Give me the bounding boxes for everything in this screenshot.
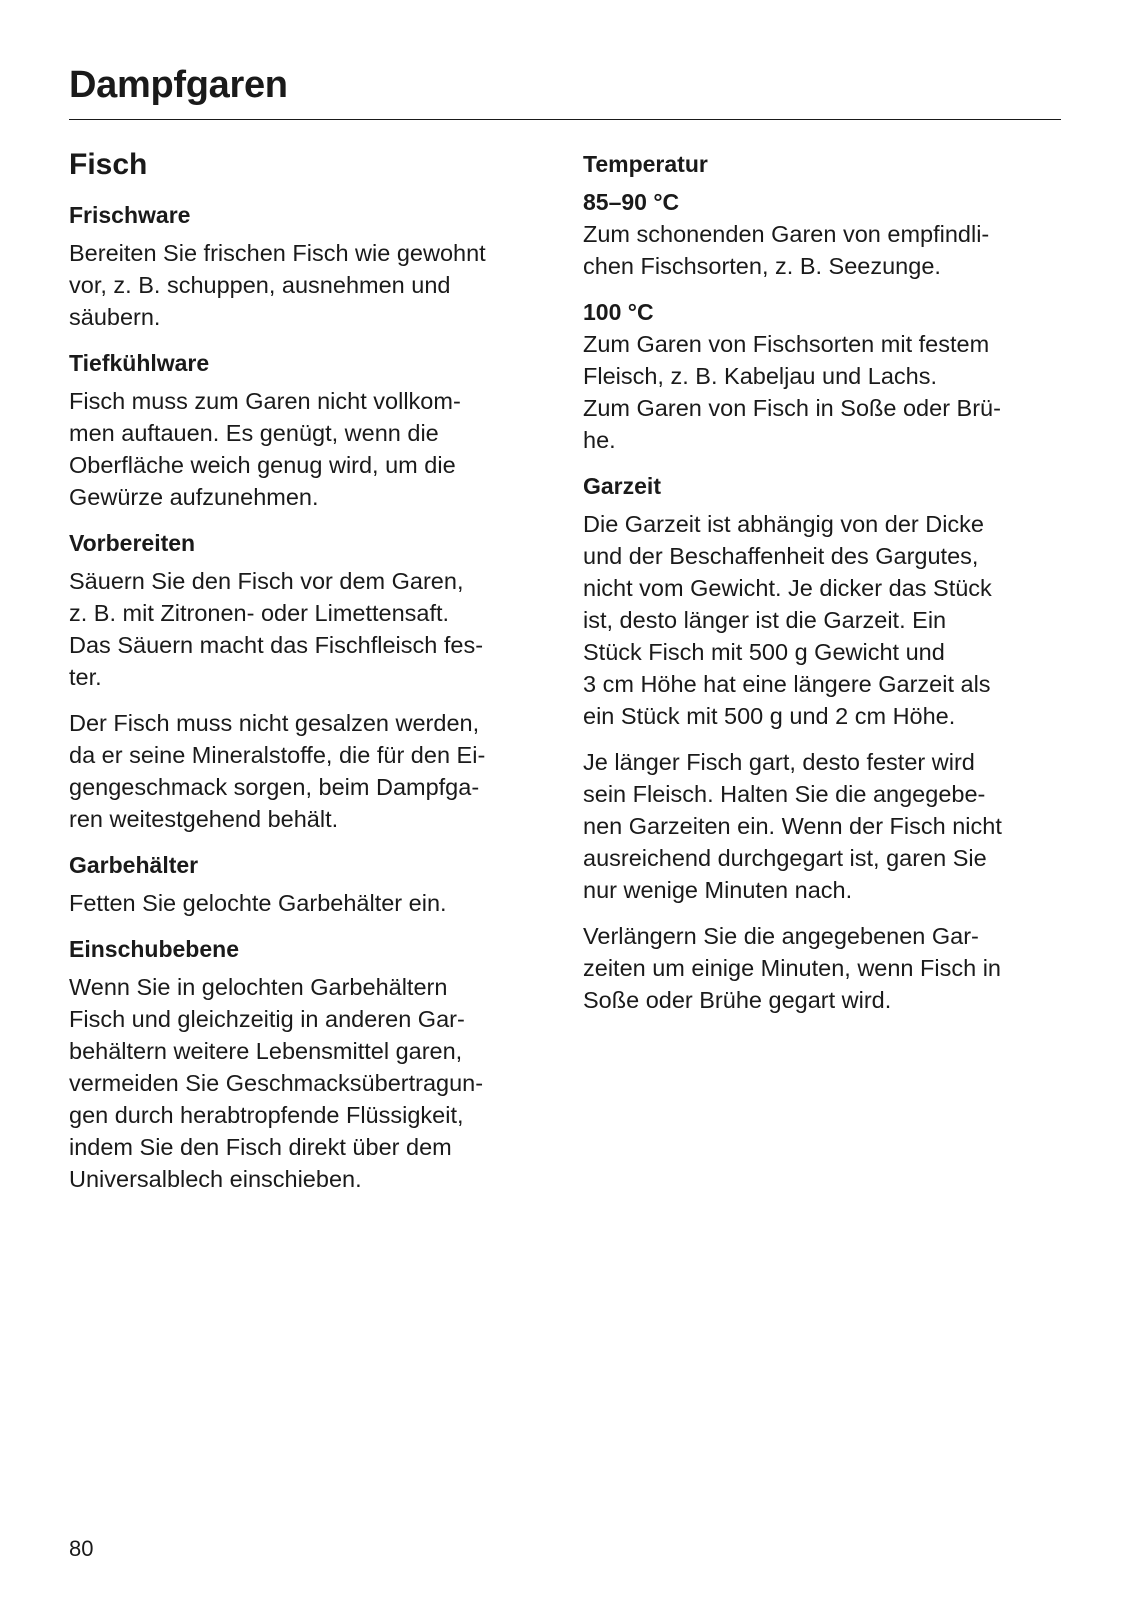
heading-einschubebene: Einschubebene: [69, 936, 239, 962]
text-line: Gewürze aufzunehmen.: [69, 484, 319, 510]
text-line: sein Fleisch. Halten Sie die angegebe-: [583, 781, 986, 807]
page-number: 80: [69, 1536, 94, 1561]
text-line: vor, z. B. schuppen, ausnehmen und: [69, 272, 451, 298]
text-line: da er seine Mineralstoffe, die für den Ei-: [69, 742, 486, 768]
text-line: Verlängern Sie die angegebenen Gar-: [583, 923, 979, 949]
heading-garzeit: Garzeit: [583, 473, 661, 499]
paragraph-garzeit-3: [583, 920, 1073, 1016]
heading-vorbereiten: Vorbereiten: [69, 530, 196, 556]
heading-garbehaelter: Garbehälter: [69, 852, 199, 878]
paragraph-garbehaelter: [69, 887, 559, 919]
temperature-label-1: 85–90 °C: [583, 189, 680, 215]
text-line: he.: [583, 427, 616, 453]
text-line: Universalblech einschieben.: [69, 1166, 362, 1192]
text-line: ren weitestgehend behält.: [69, 806, 339, 832]
paragraph-frischware: [69, 237, 559, 333]
text-line: indem Sie den Fisch direkt über dem: [69, 1134, 452, 1160]
text-line: ter.: [69, 664, 102, 690]
text-line: z. B. mit Zitronen- oder Limettensaft.: [69, 600, 450, 626]
heading-tiefkuehlware: Tiefkühlware: [69, 350, 210, 376]
text-line: ausreichend durchgegart ist, garen Sie: [583, 845, 987, 871]
text-line: nur wenige Minuten nach.: [583, 877, 853, 903]
text-line: Stück Fisch mit 500 g Gewicht und: [583, 639, 945, 665]
left-column: [69, 145, 559, 1209]
text-line: nicht vom Gewicht. Je dicker das Stück: [583, 575, 992, 601]
text-line: Je länger Fisch gart, desto fester wird: [583, 749, 975, 775]
text-line: vermeiden Sie Geschmacksübertragun-: [69, 1070, 484, 1096]
text-line: Soße oder Brühe gegart wird.: [583, 987, 892, 1013]
section-title: Fisch: [69, 148, 148, 181]
text-line: Wenn Sie in gelochten Garbehältern: [69, 974, 448, 1000]
page-title: Dampfgaren: [69, 64, 288, 106]
text-line: Der Fisch muss nicht gesalzen werden,: [69, 710, 480, 736]
text-line: und der Beschaffenheit des Gargutes,: [583, 543, 979, 569]
text-line: Fisch muss zum Garen nicht vollkom-: [69, 388, 461, 414]
right-column: [583, 148, 1073, 1030]
text-line: Zum Garen von Fischsorten mit festem: [583, 331, 990, 357]
text-line: Die Garzeit ist abhängig von der Dicke: [583, 511, 985, 537]
text-line: gen durch herabtropfende Flüssigkeit,: [69, 1102, 464, 1128]
heading-frischware: Frischware: [69, 202, 191, 228]
heading-temperatur: Temperatur: [583, 151, 708, 177]
text-line: ist, desto länger ist die Garzeit. Ein: [583, 607, 947, 633]
title-rule: [69, 119, 1061, 120]
text-line: nen Garzeiten ein. Wenn der Fisch nicht: [583, 813, 1002, 839]
paragraph-garzeit-2: [583, 746, 1073, 906]
temperature-label-2: 100 °C: [583, 299, 654, 325]
text-line: ein Stück mit 500 g und 2 cm Höhe.: [583, 703, 956, 729]
paragraph-einschubebene: [69, 971, 559, 1195]
text-line: men auftauen. Es genügt, wenn die: [69, 420, 439, 446]
text-line: Oberfläche weich genug wird, um die: [69, 452, 456, 478]
paragraph-tiefkuehlware: [69, 385, 559, 513]
text-line: behältern weitere Lebensmittel garen,: [69, 1038, 463, 1064]
temperature-block-2: [583, 296, 1073, 456]
text-line: Zum Garen von Fisch in Soße oder Brü-: [583, 395, 1001, 421]
text-line: zeiten um einige Minuten, wenn Fisch in: [583, 955, 1001, 981]
paragraph-vorbereiten-1: [69, 565, 559, 693]
temperature-block-1: [583, 186, 1073, 282]
text-line: Das Säuern macht das Fischfleisch fes-: [69, 632, 484, 658]
paragraph-vorbereiten-2: [69, 707, 559, 835]
text-line: Fleisch, z. B. Kabeljau und Lachs.: [583, 363, 938, 389]
text-line: gengeschmack sorgen, beim Dampfga-: [69, 774, 480, 800]
paragraph-garzeit-1: [583, 508, 1073, 732]
paragraph-temperature-2: [583, 328, 1073, 456]
text-line: Säuern Sie den Fisch vor dem Garen,: [69, 568, 464, 594]
paragraph-temperature-1: [583, 218, 1073, 282]
text-line: säubern.: [69, 304, 161, 330]
text-line: Fetten Sie gelochte Garbehälter ein.: [69, 890, 447, 916]
text-line: Fisch und gleichzeitig in anderen Gar-: [69, 1006, 465, 1032]
text-line: Zum schonenden Garen von empfindli-: [583, 221, 990, 247]
text-line: 3 cm Höhe hat eine längere Garzeit als: [583, 671, 991, 697]
text-line: chen Fischsorten, z. B. Seezunge.: [583, 253, 941, 279]
text-line: Bereiten Sie frischen Fisch wie gewohnt: [69, 240, 486, 266]
